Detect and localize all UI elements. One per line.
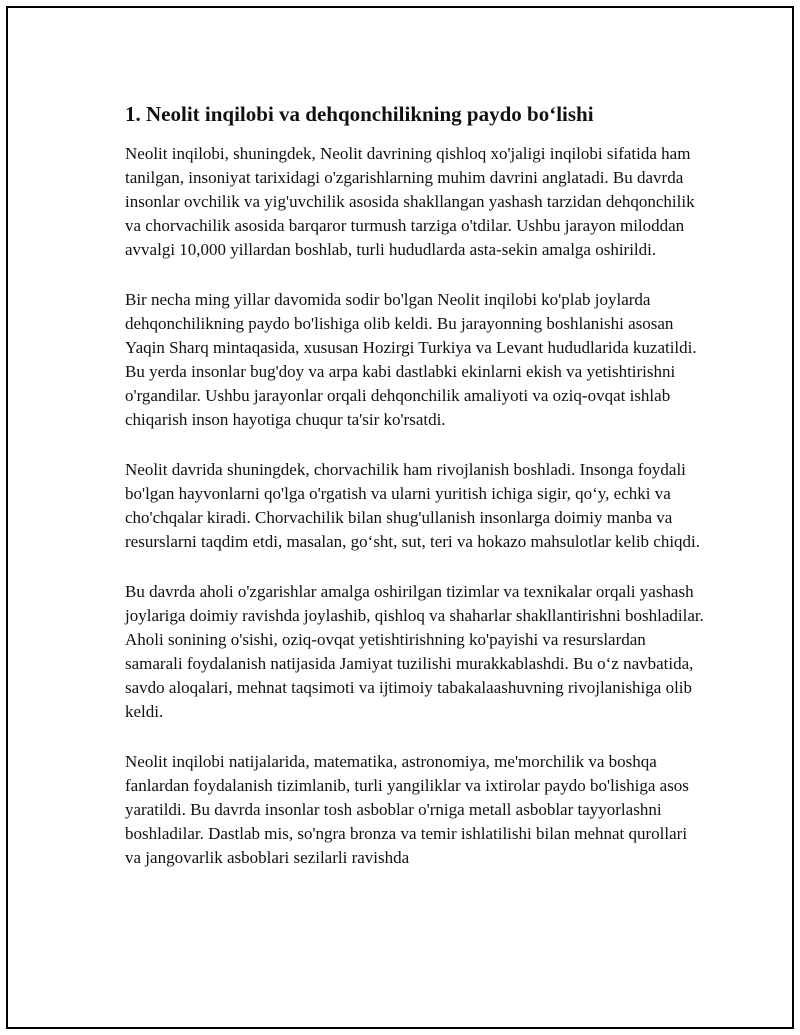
document-body [125,100,705,896]
document-page [6,6,794,1029]
paragraph-4: Bu davrda aholi o'zgarishlar amalga oshirilgan tizimlar va texnikalar orqali yashash joylariga doimiy ravishda joylashib, qishloq va shaharlar shakllantirishni boshladilar. Aholi sonining o'sishi, oziq-ovqat yetishtirishning ko'payishi va resurslardan samarali foydalanish natijasida Jamiyat tuzilishi murakkablashdi. Bu o‘z navbatida, savdo aloqalari, mehnat taqsimoti va ijtimoiy tabakalaashuvning rivojlanishiga olib keldi. [125,582,704,721]
paragraph-2: Bir necha ming yillar davomida sodir bo'lgan Neolit inqilobi ko'plab joylarda dehqonchilikning paydo bo'lishiga olib keldi. Bu jarayonning boshlanishi asosan Yaqin Sharq mintaqasida, xususan Hozirgi Turkiya va Levant hududlarida kuzatildi. Bu yerda insonlar bug'doy va arpa kabi dastlabki ekinlarni ekish va yetishtirishni o'rgandilar. Ushbu jarayonlar orqali dehqonchilik amaliyoti va oziq-ovqat ishlab chiqarish inson hayotiga chuqur ta'sir ko'rsatdi. [125,290,697,429]
paragraph-1: Neolit inqilobi, shuningdek, Neolit davrining qishloq xo'jaligi inqilobi sifatida ham tanilgan, insoniyat tarixidagi o'zgarishlarning muhim davrini anglatadi. Bu davrda insonlar ovchilik va yig'uvchilik asosida shakllangan yashash tarzidan dehqonchilik va chorvachilik asosida barqaror turmush tarziga o'tdilar. Ushbu jarayon miloddan avvalgi 10,000 yillardan boshlab, turli hududlarda asta-sekin amalga oshirildi. [125,144,695,259]
paragraph-3: Neolit davrida shuningdek, chorvachilik ham rivojlanish boshladi. Insonga foydali bo'lgan hayvonlarni qo'lga o'rgatish va ularni yuritish ichiga sigir, qo‘y, echki va cho'chqalar kiradi. Chorvachilik bilan shug'ullanish insonlarga doimiy manba va resurslarni taqdim etdi, masalan, go‘sht, sut, teri va hokazo mahsulotlar kelib chiqdi. [125,460,701,551]
paragraph-5: Neolit inqilobi natijalarida, matematika, astronomiya, me'morchilik va boshqa fanlardan foydalanish tizimlanib, turli yangiliklar va ixtirolar paydo bo'lishiga asos yaratildi. Bu davrda insonlar tosh asboblar o'rniga metall asboblar tayyorlashni boshladilar. Dastlab mis, so'ngra bronza va temir ishlatilishi bilan mehnat qurollari va jangovarlik asboblari sezilarli ravishda [125,752,689,867]
section-title: 1. Neolit inqilobi va dehqonchilikning paydo bo‘lishi [125,102,594,126]
